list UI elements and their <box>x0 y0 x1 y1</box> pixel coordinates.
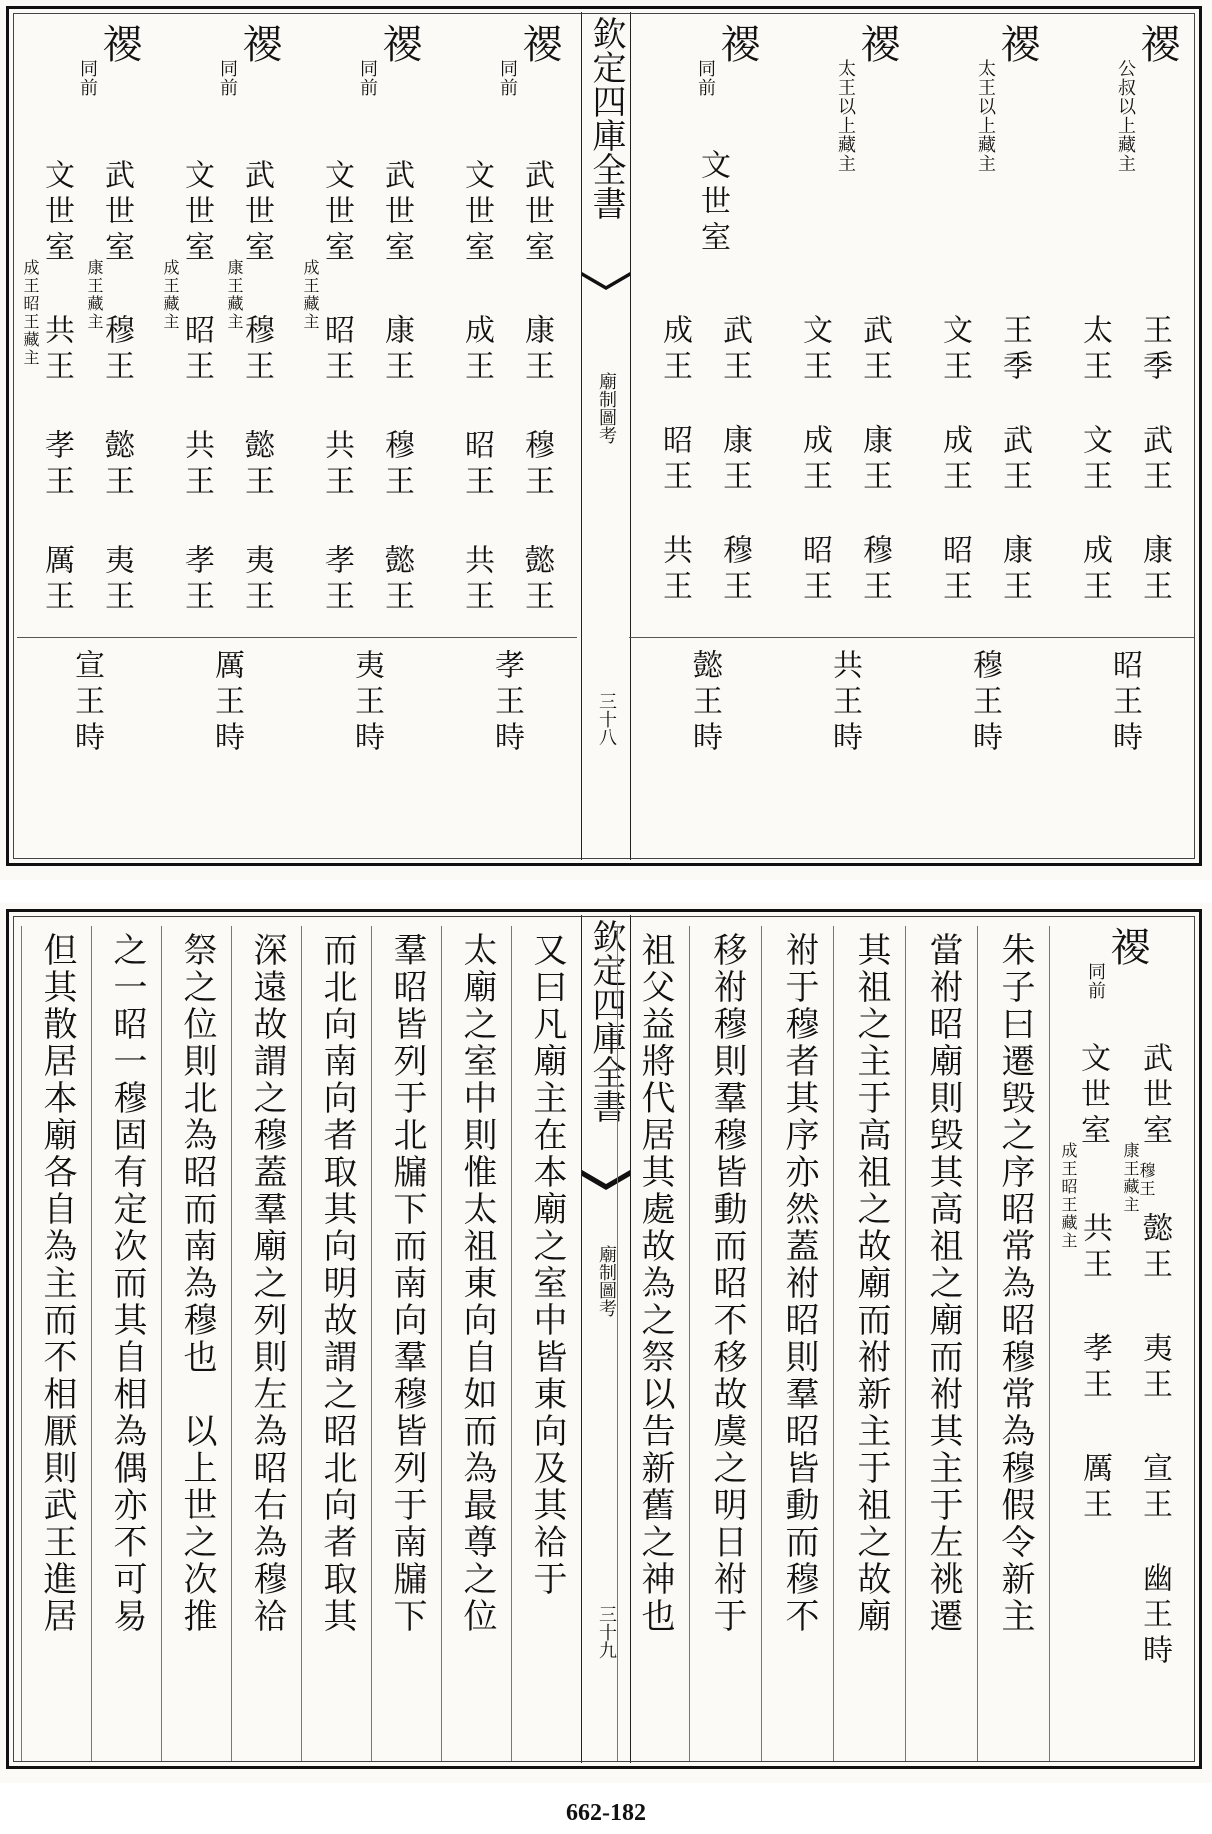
tablet-name: 王季 <box>1137 314 1172 386</box>
ji-note: 公叔以上藏主 <box>1115 59 1136 173</box>
tablet-name: 武王 <box>1137 424 1172 496</box>
column-rule <box>371 926 372 1762</box>
mu-label: 文世室 <box>459 159 494 267</box>
column-rule <box>231 926 232 1762</box>
page-footer-number: 662-182 <box>566 1800 646 1826</box>
mu-label: 文世室 <box>179 159 214 267</box>
column-rule <box>977 926 978 1762</box>
tablet-name: 共王 <box>39 314 74 386</box>
shi-label: 武世室 <box>99 159 134 267</box>
text-column: 太廟之室中則惟太祖東向自如而為最尊之位 <box>457 932 497 1635</box>
bottom-page <box>0 903 1212 1783</box>
tablet-name: 孝王 <box>319 544 354 616</box>
diagram-rule <box>1049 926 1050 1762</box>
tablet-name: 共王 <box>179 429 214 501</box>
tablet-name: 夷王 <box>1137 1332 1172 1404</box>
text-column: 其祖之主于高祖之故廟而祔新主于祖之故廟 <box>851 932 891 1635</box>
column-rule <box>441 926 442 1762</box>
text-column: 羣昭皆列于北牖下而南向羣穆皆列于南牖下 <box>387 932 427 1635</box>
mu-label: 文世室 <box>1075 1042 1110 1150</box>
tablet-name: 成王 <box>797 424 832 496</box>
column-rule <box>833 926 834 1762</box>
tablet-name: 武王 <box>997 424 1032 496</box>
mu-note: 成王昭王藏主 <box>21 259 40 367</box>
mu-label: 文世室 <box>319 159 354 267</box>
tablet-name: 武王 <box>857 314 892 386</box>
column-rule <box>161 926 162 1762</box>
tablet-name: 昭王 <box>459 429 494 501</box>
column-rule <box>761 926 762 1762</box>
tablet-name: 厲王 <box>39 544 74 616</box>
time-label: 幽王時 <box>1137 1562 1172 1670</box>
text-column: 移祔穆則羣穆皆動而昭不移故虞之明日祔于 <box>707 932 747 1635</box>
tablet-name: 懿王 <box>1137 1212 1172 1284</box>
shi-label: 武世室 <box>379 159 414 267</box>
tablet-name: 昭王 <box>179 314 214 386</box>
spine-page-number-bottom: 三十九 <box>596 1605 617 1659</box>
tablet-name: 康王 <box>857 424 892 496</box>
spine-title-bottom: 欽定四庫全書 <box>586 919 626 1123</box>
tablet-name: 懿王 <box>519 544 554 616</box>
ji-char: 禝 <box>236 23 282 65</box>
column-rule <box>689 926 690 1762</box>
time-label: 共王時 <box>827 649 862 757</box>
time-label: 厲王時 <box>209 649 244 757</box>
column-rule <box>301 926 302 1762</box>
spine-title: 欽定四庫全書 <box>586 16 626 220</box>
tablet-name: 懿王 <box>99 429 134 501</box>
time-rule <box>629 637 1195 638</box>
shi-label: 武世室 <box>239 159 274 267</box>
time-label: 宣王時 <box>69 649 104 757</box>
tablet-name: 穆王 <box>519 429 554 501</box>
ji-note: 太王以上藏主 <box>975 59 996 173</box>
tablet-name: 厲王 <box>1077 1452 1112 1524</box>
fishtail-mark-bottom <box>582 1170 630 1190</box>
top-page <box>0 0 1212 880</box>
tablet-name: 文王 <box>937 314 972 386</box>
text-column: 深遠故謂之穆蓋羣廟之列則左為昭右為穆祫 <box>247 932 287 1635</box>
tablet-name: 太王 <box>1077 314 1112 386</box>
text-column: 當祔昭廟則毁其高祖之廟而祔其主于左祧遷 <box>923 932 963 1635</box>
ji-char: 禝 <box>376 23 422 65</box>
ji-note: 同前 <box>497 59 518 97</box>
shi-label: 武世室 <box>519 159 554 267</box>
tablet-name: 懿王 <box>239 429 274 501</box>
ji-char: 禝 <box>854 23 900 65</box>
tablet-name: 夷王 <box>99 544 134 616</box>
bottom-spine <box>581 915 631 1763</box>
ji-note: 同前 <box>217 59 238 97</box>
tablet-name: 康王 <box>997 534 1032 606</box>
tablet-name: 成王 <box>657 314 692 386</box>
fishtail-mark <box>582 272 630 292</box>
tablet-name: 穆王 <box>239 314 274 386</box>
tablet-name: 成王 <box>459 314 494 386</box>
tablet-name: 昭王 <box>797 534 832 606</box>
tablet-name: 共王 <box>319 429 354 501</box>
ji-note: 同前 <box>695 59 716 97</box>
mu-note: 成王藏主 <box>161 259 180 331</box>
tablet-name: 穆王 <box>99 314 134 386</box>
time-label: 昭王時 <box>1107 649 1142 757</box>
tablet-name: 昭王 <box>319 314 354 386</box>
ji-char: 禝 <box>1134 23 1180 65</box>
ji-char: 禝 <box>714 23 760 65</box>
ji-char: 禝 <box>516 23 562 65</box>
ji-note: 同前 <box>77 59 98 97</box>
shi-note: 康王藏主 <box>225 259 244 331</box>
tablet-name: 康王 <box>717 424 752 496</box>
text-column: 祭之位則北為昭而南為穆也 以上世之次推 <box>177 932 217 1635</box>
spine-section-bottom: 廟制圖考 <box>596 1245 617 1317</box>
column-rule <box>617 926 618 1762</box>
column-rule <box>905 926 906 1762</box>
ji-char: 禝 <box>1104 926 1150 968</box>
tablet-name: 孝王 <box>1077 1332 1112 1404</box>
ji-char: 禝 <box>994 23 1040 65</box>
spine-page-number: 三十八 <box>596 692 617 746</box>
column-rule <box>511 926 512 1762</box>
text-column: 祔于穆者其序亦然蓋祔昭則羣昭皆動而穆不 <box>779 932 819 1635</box>
tablet-name: 共王 <box>459 544 494 616</box>
tablet-name: 昭王 <box>657 424 692 496</box>
tablet-name: 夷王 <box>239 544 274 616</box>
time-label: 懿王時 <box>687 649 722 757</box>
tablet-name: 共王 <box>657 534 692 606</box>
top-spine <box>581 12 631 860</box>
mu-note: 成王藏主 <box>301 259 320 331</box>
tablet-name: 宣王 <box>1137 1452 1172 1524</box>
text-column: 但其散居本廟各自為主而不相厭則武王進居 <box>37 932 77 1635</box>
tablet-name: 康王 <box>379 314 414 386</box>
tablet-name: 王季 <box>997 314 1032 386</box>
tablet-name: 昭王 <box>937 534 972 606</box>
time-label: 孝王時 <box>489 649 524 757</box>
tablet-name: 穆王 <box>379 429 414 501</box>
tablet-name: 文王 <box>1077 424 1112 496</box>
tablet-name: 康王 <box>1137 534 1172 606</box>
spine-section: 廟制圖考 <box>596 372 617 444</box>
column-rule <box>91 926 92 1762</box>
shi-note: 康王藏主 <box>85 259 104 331</box>
tablet-name: 懿王 <box>379 544 414 616</box>
time-label: 夷王時 <box>349 649 384 757</box>
shi-note: 康王藏主 <box>1121 1142 1140 1214</box>
shi-label: 武世室 <box>1137 1042 1172 1150</box>
column-rule <box>21 926 22 1762</box>
top-page-frame <box>6 6 1202 866</box>
ji-char: 禝 <box>96 23 142 65</box>
text-column: 朱子曰遷毁之序昭常為昭穆常為穆假令新主 <box>995 932 1035 1635</box>
text-column: 之一昭一穆固有定次而其自相為偶亦不可易 <box>107 932 147 1635</box>
tablet-name: 共王 <box>1077 1212 1112 1284</box>
time-rule <box>17 637 577 638</box>
mu-note: 成王昭王藏主 <box>1059 1142 1078 1250</box>
ji-note: 太王以上藏主 <box>835 59 856 173</box>
row-note: 穆王 <box>1137 1162 1156 1198</box>
shi-label: 文世室 <box>695 149 730 257</box>
text-column: 又曰凡廟主在本廟之室中皆東向及其祫于 <box>527 932 567 1598</box>
bottom-page-frame <box>6 909 1202 1769</box>
tablet-name: 穆王 <box>717 534 752 606</box>
tablet-name: 成王 <box>937 424 972 496</box>
text-column: 而北向南向者取其向明故謂之昭北向者取其 <box>317 932 357 1635</box>
tablet-name: 孝王 <box>39 429 74 501</box>
ji-note: 同前 <box>1085 962 1106 1000</box>
tablet-name: 武王 <box>717 314 752 386</box>
tablet-name: 康王 <box>519 314 554 386</box>
tablet-name: 成王 <box>1077 534 1112 606</box>
mu-label: 文世室 <box>39 159 74 267</box>
tablet-name: 孝王 <box>179 544 214 616</box>
tablet-name: 文王 <box>797 314 832 386</box>
time-label: 穆王時 <box>967 649 1002 757</box>
ji-note: 同前 <box>357 59 378 97</box>
tablet-name: 穆王 <box>857 534 892 606</box>
text-column: 祖父益將代居其處故為之祭以告新舊之神也 <box>635 932 675 1635</box>
